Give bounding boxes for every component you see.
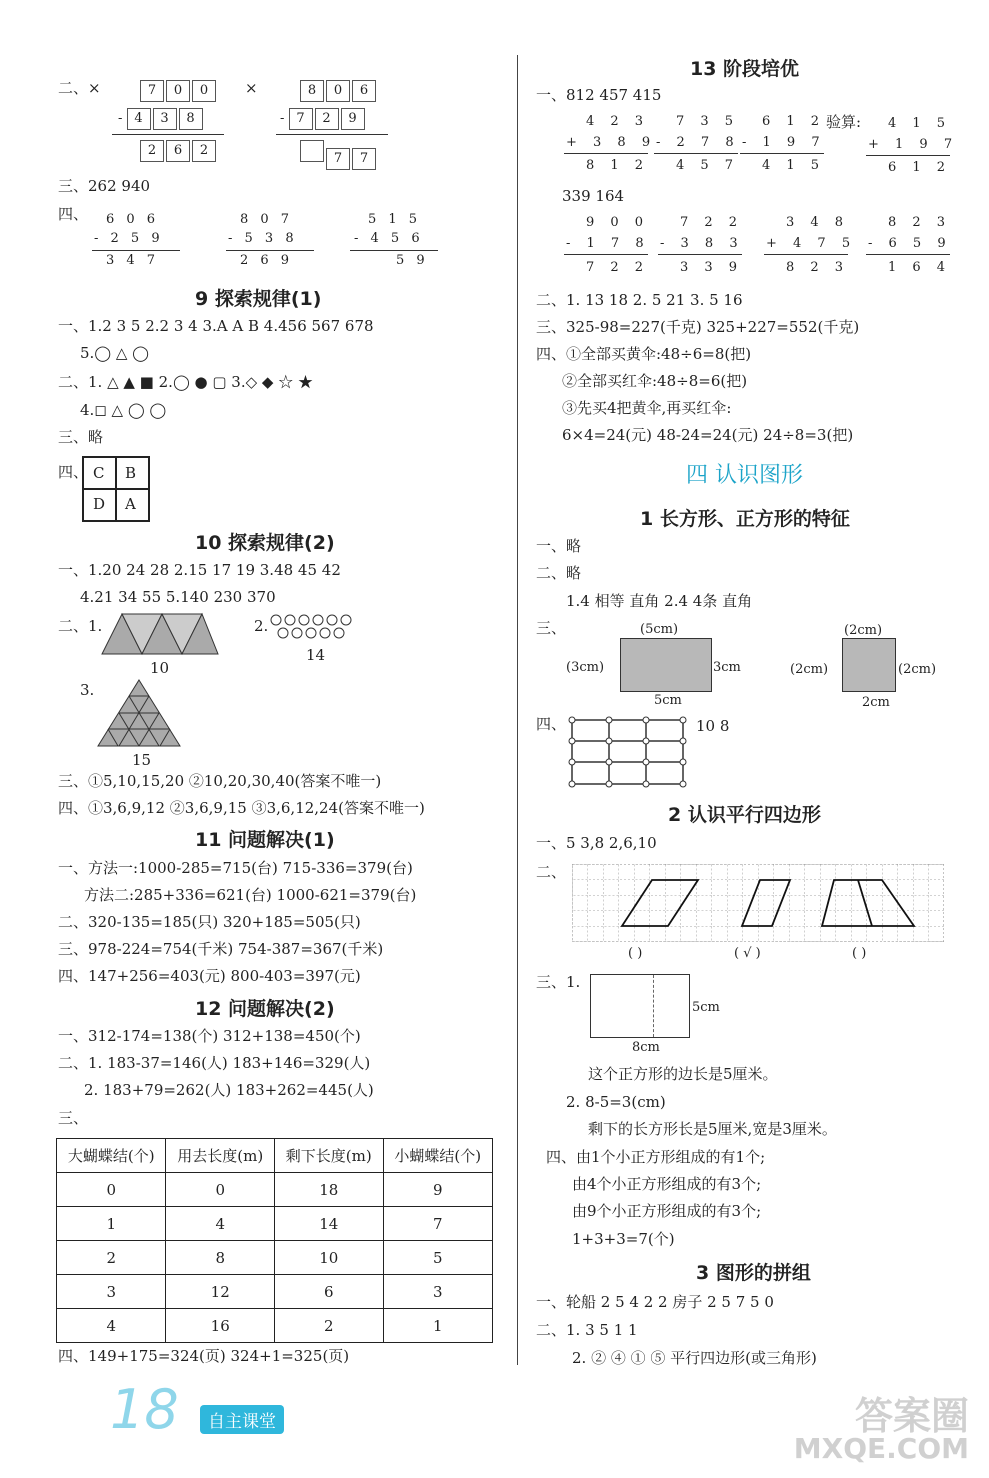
v2-top: 8 0 7 [240, 212, 294, 227]
heading-13: 13 阶段培优 [690, 58, 800, 80]
table-row: 2 8 10 5 [57, 1241, 493, 1275]
table-row: 4 16 2 1 [57, 1309, 493, 1343]
c5-top: 9 0 0 [586, 215, 650, 230]
c6-mid: - 3 8 3 [660, 236, 744, 251]
c2-line [654, 153, 738, 154]
c2-bot: 4 5 7 [676, 158, 740, 173]
s10-2: 4.21 34 55 5.140 230 370 [80, 588, 276, 606]
g2: 二、1. 3 5 1 1 [536, 1321, 638, 1339]
check-label: 验算: [826, 113, 862, 131]
l3: 三、262 940 [58, 177, 151, 195]
n14: 14 [306, 646, 326, 664]
v1-mid: - 2 5 9 [94, 231, 164, 246]
c4-mid: + 1 9 7 [868, 137, 959, 152]
q5: 四、 [536, 715, 567, 733]
c3-mid: - 1 9 7 [742, 135, 826, 150]
c2-mid: - 2 7 8 [656, 135, 740, 150]
sub1-top: 7 0 0 [140, 80, 218, 102]
p2: 二、 [536, 863, 567, 881]
table-row: 1 4 14 7 [57, 1207, 493, 1241]
s11-1: 一、方法一:1000-285=715(台) 715-336=379(台) [58, 859, 413, 877]
q1: 一、略 [536, 537, 582, 555]
column-divider [517, 55, 518, 1365]
c7-mid: + 4 7 5 [766, 236, 857, 251]
parallelogram-grid [572, 864, 944, 942]
c1-bot: 8 1 2 [586, 158, 650, 173]
dot-grid-figure [568, 716, 688, 788]
r7: ③先买4把黄伞,再买红伞: [562, 399, 732, 417]
c1-mid: + 3 8 9 [566, 135, 657, 150]
page-number: 18 [110, 1378, 179, 1441]
q4: 三、 [536, 619, 567, 637]
s10-3b: 2. [254, 617, 269, 635]
heading-10: 10 探索规律(2) [195, 532, 335, 554]
s12-1: 一、312-174=138(个) 312+138=450(个) [58, 1027, 361, 1045]
v3-bot: 5 9 [396, 253, 429, 268]
s10-6: 四、①3,6,9,12 ②3,6,9,15 ③3,6,12,24(答案不唯一) [58, 799, 425, 817]
c4-top: 4 1 5 [888, 116, 952, 131]
c5-mid: - 1 7 8 [566, 236, 650, 251]
sub1-mid: - 4 3 8 [118, 108, 205, 130]
c5-bot: 7 2 2 [586, 260, 650, 275]
c5-line [564, 254, 648, 255]
q2: 二、略 [536, 564, 582, 582]
heading-4-2: 2 认识平行四边形 [668, 804, 821, 826]
table-row: 0 0 18 9 [57, 1173, 493, 1207]
c7-top: 3 4 8 [786, 215, 850, 230]
r3: 二、1. 13 18 2. 5 21 3. 5 16 [536, 291, 743, 309]
s9-2: 5.◯ △ ◯ [80, 344, 149, 362]
pyramid-figure [96, 678, 182, 748]
sub1-line [112, 134, 224, 135]
c1-top: 4 2 3 [586, 114, 650, 129]
r8: 6×4=24(元) 48-24=24(元) 24÷8=3(把) [562, 426, 854, 444]
x2: × [245, 79, 258, 97]
q5b: 10 8 [696, 717, 730, 735]
g3: 2. ② ④ ① ⑤ 平行四边形(或三角形) [572, 1349, 817, 1367]
brand-badge: 自主课堂 [200, 1405, 284, 1434]
rectangle-figure [620, 638, 712, 692]
v2-mid: - 5 3 8 [228, 231, 298, 246]
n15: 15 [132, 751, 152, 769]
p2-mark-1: ( ) [628, 946, 643, 961]
q3: 1.4 相等 直角 2.4 4条 直角 [566, 592, 753, 610]
s10-4: 3. [80, 681, 95, 699]
v3-top: 5 1 5 [368, 212, 422, 227]
sub1-bot: 2 6 2 [140, 140, 218, 162]
s9-3: 二、1. △ ▲ ■ 2.◯ ● ▢ 3.◇ ◆ ☆ ★ [58, 373, 313, 391]
rectA-right: 3cm [713, 660, 741, 675]
bow-table [56, 1138, 493, 1343]
s12-4: 三、 [58, 1109, 89, 1127]
c4-bot: 6 1 2 [888, 160, 952, 175]
heading-11: 11 问题解决(1) [195, 829, 335, 851]
sub2-mid: - 7 2 9 [280, 108, 367, 130]
circles-figure [268, 612, 358, 642]
l1-label: 二、× [58, 79, 101, 97]
s9-6: 四、 [58, 463, 89, 481]
heading-9: 9 探索规律(1) [195, 288, 322, 310]
rectB-left: (2cm) [790, 662, 829, 677]
c8-top: 8 2 3 [888, 215, 952, 230]
rectB-top: (2cm) [844, 623, 883, 638]
c1-line [564, 153, 648, 154]
c3-line [740, 153, 824, 154]
p7: 四、由1个小正方形组成的有1个; [546, 1148, 766, 1166]
watermark-url: MXQE.COM [793, 1432, 969, 1465]
p2-mark-3: ( ) [852, 946, 867, 961]
rectB-bottom: 2cm [862, 695, 890, 710]
c8-bot: 1 6 4 [888, 260, 952, 275]
rectA-left: (3cm) [566, 660, 605, 675]
v1-top: 6 0 6 [106, 212, 160, 227]
s10-3a: 二、1. [58, 617, 103, 635]
r4: 三、325-98=227(千克) 325+227=552(千克) [536, 318, 860, 336]
r1: 一、812 457 415 [536, 86, 662, 104]
n10: 10 [150, 659, 170, 677]
c7-bot: 8 2 3 [786, 260, 850, 275]
l4-label: 四、 [58, 205, 89, 223]
letter-grid: C B D A [82, 456, 150, 522]
p3-width: 8cm [632, 1040, 660, 1055]
s9-4: 4.◻ △ ◯ ◯ [80, 401, 167, 419]
c7-line [764, 254, 848, 255]
rectA-top: (5cm) [640, 622, 679, 637]
sub2-bot: 7 7 [300, 140, 378, 170]
table-row: 3 12 6 3 [57, 1275, 493, 1309]
p1: 一、5 3,8 2,6,10 [536, 834, 657, 852]
c3-top: 6 1 2 [762, 114, 826, 129]
square-figure [842, 638, 896, 692]
square-cut-figure [590, 974, 690, 1038]
s10-5: 三、①5,10,15,20 ②10,20,30,40(答案不唯一) [58, 772, 382, 790]
v2-bot: 2 6 9 [240, 253, 294, 268]
c6-bot: 3 3 9 [680, 260, 744, 275]
c4-line [866, 155, 950, 156]
c6-line [658, 254, 742, 255]
c3-bot: 4 1 5 [762, 158, 826, 173]
table-header-row: 大蝴蝶结(个) 用去长度(m) 剩下长度(m) 小蝴蝶结(个) [57, 1139, 493, 1173]
s11-5: 四、147+256=403(元) 800-403=397(元) [58, 967, 361, 985]
p10: 1+3+3=7(个) [572, 1230, 675, 1248]
s12-2: 二、1. 183-37=146(人) 183+146=329(人) [58, 1054, 371, 1072]
heading-4-3: 3 图形的拼组 [696, 1262, 811, 1284]
s9-5: 三、略 [58, 428, 104, 446]
rectA-bottom: 5cm [654, 693, 682, 708]
s12-3: 2. 183+79=262(人) 183+262=445(人) [84, 1081, 374, 1099]
s11-2: 方法二:285+336=621(台) 1000-621=379(台) [84, 886, 417, 904]
p8: 由4个小正方形组成的有3个; [572, 1175, 762, 1193]
v3-mid: - 4 5 6 [354, 231, 424, 246]
p3-height: 5cm [692, 1000, 720, 1015]
p6: 剩下的长方形长是5厘米,宽是3厘米。 [588, 1120, 837, 1138]
p3: 三、1. [536, 973, 581, 991]
p9: 由9个小正方形组成的有3个; [572, 1202, 762, 1220]
sub2-top: 8 0 6 [300, 80, 378, 102]
unit-4-title: 四 认识图形 [686, 463, 803, 488]
heading-12: 12 问题解决(2) [195, 998, 335, 1020]
s11-3: 二、320-135=185(只) 320+185=505(只) [58, 913, 361, 931]
c2-top: 7 3 5 [676, 114, 740, 129]
s10-1: 一、1.20 24 28 2.15 17 19 3.48 45 42 [58, 561, 341, 579]
r5: 四、①全部买黄伞:48÷6=8(把) [536, 345, 752, 363]
s9-1: 一、1.2 3 5 2.2 3 4 3.A A B 4.456 567 678 [58, 317, 374, 335]
watermark-logo: 答案圈 [854, 1394, 969, 1438]
p2-mark-2: ( √ ) [734, 946, 761, 961]
r6: ②全部买红伞:48÷8=6(把) [562, 372, 748, 390]
r2: 339 164 [562, 187, 625, 205]
c8-line [866, 254, 950, 255]
p4: 这个正方形的边长是5厘米。 [588, 1065, 778, 1083]
s12-5: 四、149+175=324(页) 324+1=325(页) [58, 1347, 350, 1365]
heading-4-1: 1 长方形、正方形的特征 [640, 508, 850, 530]
s11-4: 三、978-224=754(千米) 754-387=367(千米) [58, 940, 384, 958]
sub2-line [276, 134, 388, 135]
p5: 2. 8-5=3(cm) [566, 1093, 666, 1111]
g1: 一、轮船 2 5 4 2 2 房子 2 5 7 5 0 [536, 1293, 774, 1311]
triangles-figure [100, 612, 220, 656]
c8-mid: - 6 5 9 [868, 236, 952, 251]
v1-bot: 3 4 7 [106, 253, 160, 268]
c6-top: 7 2 2 [680, 215, 744, 230]
rectB-right: (2cm) [898, 662, 937, 677]
